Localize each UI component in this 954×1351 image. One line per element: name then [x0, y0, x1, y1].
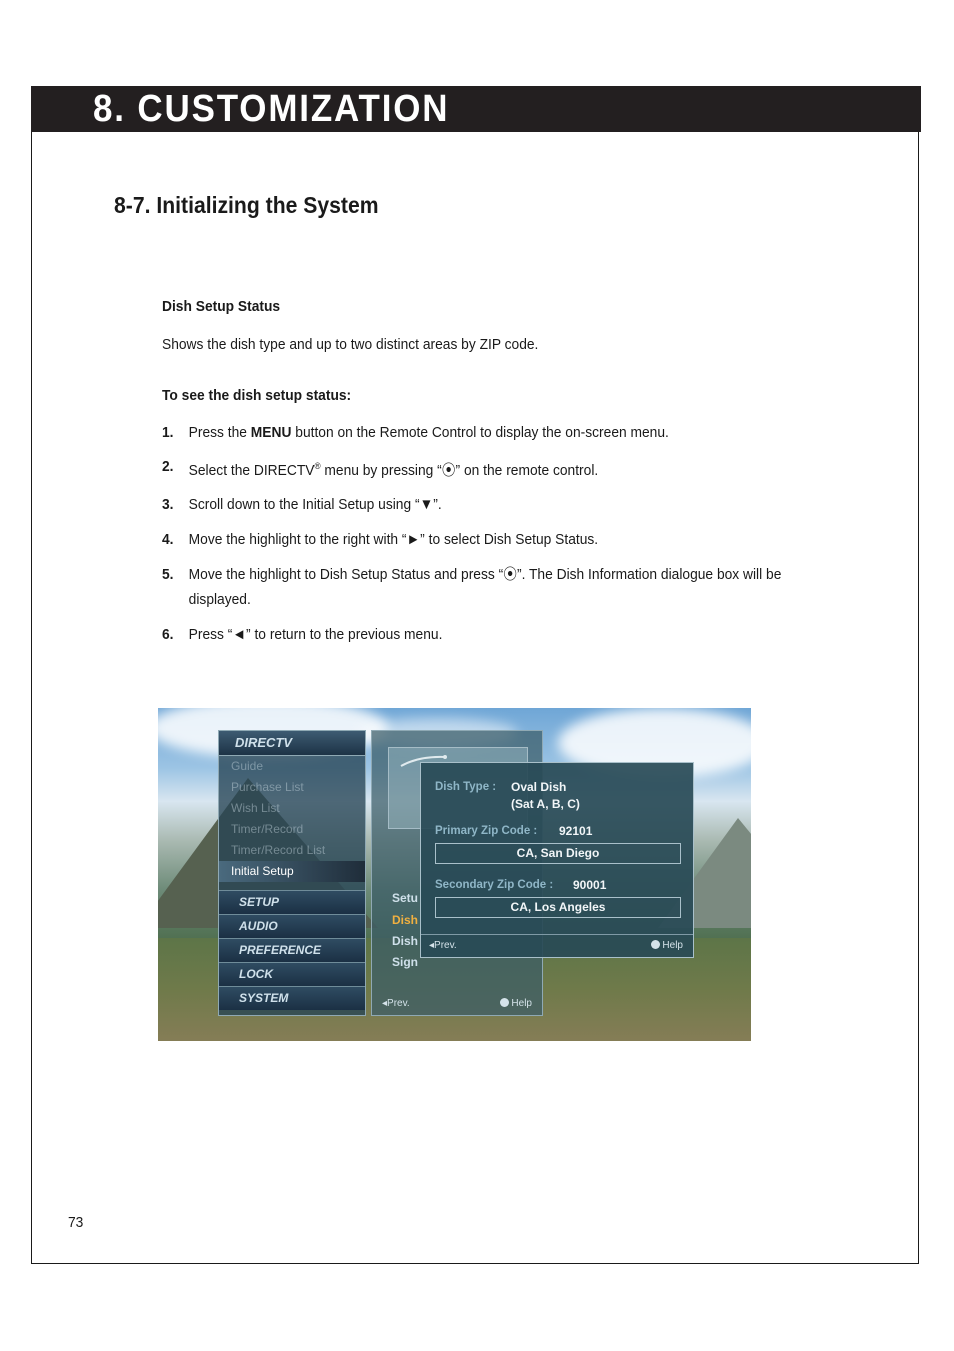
- step-1: 1. Press the MENU button on the Remote Control to display the on-screen menu.: [162, 424, 669, 441]
- procedure-steps: [162, 420, 797, 647]
- primary-city-field: CA, San Diego: [435, 843, 681, 864]
- menu-item-timer-record-list[interactable]: Timer/Record List: [231, 843, 326, 857]
- menu-category-system[interactable]: SYSTEM: [219, 986, 365, 1010]
- dish-setup-description: Shows the dish type and up to two distinct areas by ZIP code.: [162, 336, 539, 353]
- menu-category-setup[interactable]: SETUP: [219, 890, 365, 914]
- help-icon: [651, 940, 660, 949]
- menu-item-wish-list[interactable]: Wish List: [231, 801, 280, 815]
- dish-type-value: Oval Dish: [511, 780, 567, 794]
- secondary-zip-value: 90001: [573, 878, 607, 892]
- menu-category-lock[interactable]: LOCK: [219, 962, 365, 986]
- step-2: 2. Select the DIRECTV® menu by pressing “⦿” on the remote control.: [162, 458, 599, 479]
- primary-zip-value: 92101: [559, 824, 593, 838]
- menu-keyword: MENU: [250, 424, 292, 441]
- submenu-help-button[interactable]: Help: [500, 993, 532, 1015]
- dialog-footer: [421, 934, 693, 957]
- page-frame: [31, 86, 919, 1264]
- submenu-option-setup[interactable]: Setu: [392, 891, 419, 905]
- dish-information-screenshot: [158, 708, 751, 1041]
- help-icon: [500, 998, 509, 1007]
- menu-category-preference[interactable]: PREFERENCE: [219, 938, 365, 962]
- section-title: 8-7. Initializing the System: [114, 192, 379, 218]
- chapter-header-bar: [31, 86, 921, 132]
- menu-item-purchase-list[interactable]: Purchase List: [231, 780, 304, 794]
- dish-information-dialog: [420, 762, 694, 958]
- page-number: 73: [68, 1214, 84, 1231]
- submenu-option-dish-setup-status[interactable]: Dish: [392, 913, 419, 927]
- step-3: 3. Scroll down to the Initial Setup using “▼”.: [162, 496, 442, 513]
- submenu-option-dish[interactable]: Dish: [392, 934, 419, 948]
- menu-category-audio[interactable]: AUDIO: [219, 914, 365, 938]
- submenu-footer: [372, 993, 542, 1015]
- dialog-prev-button[interactable]: ◂Prev.: [429, 940, 457, 951]
- dish-type-satellites: (Sat A, B, C): [511, 797, 580, 811]
- directv-menu: [218, 730, 366, 1016]
- chapter-title: 8. CUSTOMIZATION: [93, 88, 450, 130]
- step-4: 4. Move the highlight to the right with “►” to select Dish Setup Status.: [162, 531, 599, 548]
- menu-item-guide[interactable]: Guide: [231, 759, 264, 773]
- primary-zip-label: Primary Zip Code :: [435, 825, 538, 837]
- dish-type-label: Dish Type :: [435, 781, 497, 793]
- secondary-city-field: CA, Los Angeles: [435, 897, 681, 918]
- dialog-help-button[interactable]: Help: [651, 935, 683, 957]
- menu-item-timer-record[interactable]: Timer/Record: [231, 822, 304, 836]
- submenu-prev-button[interactable]: ◂Prev.: [382, 998, 410, 1009]
- dish-setup-heading: Dish Setup Status: [162, 298, 281, 315]
- menu-item-initial-setup[interactable]: Initial Setup: [219, 861, 365, 882]
- secondary-zip-label: Secondary Zip Code :: [435, 879, 554, 891]
- procedure-heading: To see the dish setup status:: [162, 387, 352, 404]
- menu-header: DIRECTV: [219, 731, 365, 756]
- step-5: 5. Move the highlight to Dish Setup Status and press “⦿”. The Dish Information dialogue box will be displayed.: [162, 566, 782, 608]
- step-6: 6. Press “◄” to return to the previous menu.: [162, 626, 443, 643]
- submenu-option-signal[interactable]: Sign: [392, 955, 418, 969]
